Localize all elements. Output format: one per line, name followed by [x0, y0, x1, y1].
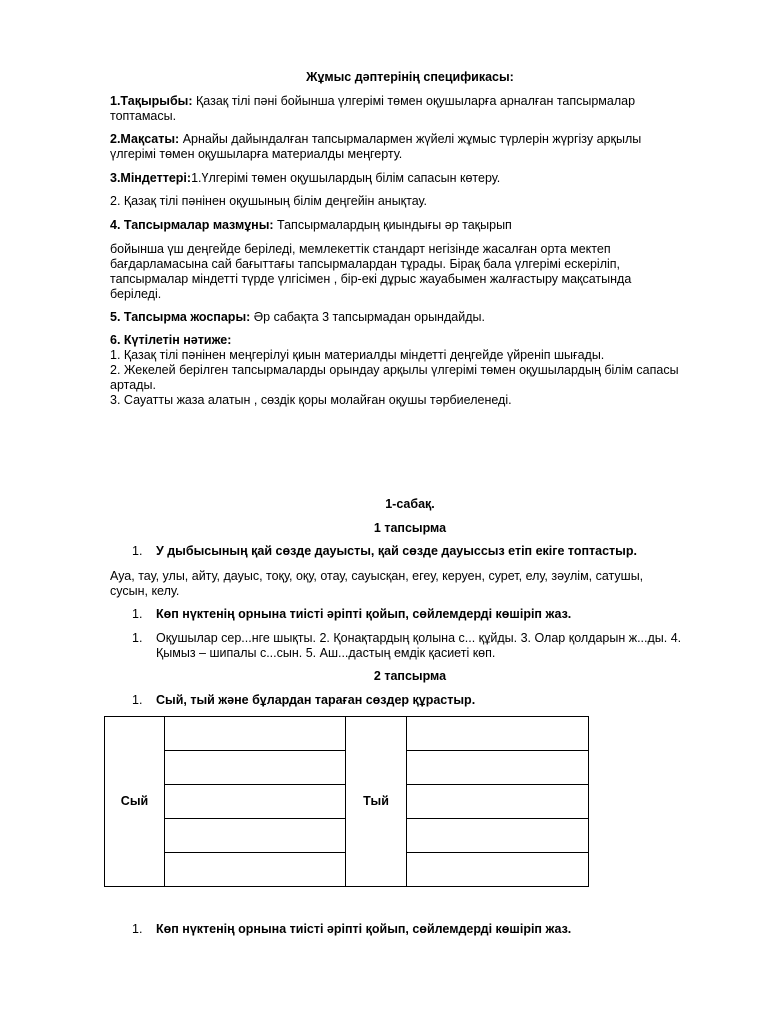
spec-title: Жұмыс дәптерінің спецификасы: [306, 70, 514, 84]
spec-tasks [110, 171, 680, 186]
spec-result-item: 2. Жекелей берілген тапсырмаларды орындау арқылы үлгерімі төмен оқушылардың білім сапасы артады. [110, 363, 679, 392]
spec-result-item: 3. Сауатты жаза алатын , сөздік қоры молайған оқушы тәрбиеленеді. [110, 393, 512, 407]
table-blank-cell[interactable] [407, 853, 589, 887]
task2-title: 2 тапсырма [373, 669, 447, 683]
spec-result-label: 6. Күтілетін нәтиже: [110, 333, 232, 347]
task1b-sentences-text: Оқушылар сер...нге шықты. 2. Қонақтардың қолына с... құйды. 3. Олар қолдарын ж...ды. 4. Қымыз – шипалы с...сын. 5. Аш...дастың емдік қасиеті көп. [156, 631, 682, 660]
table-blank-cell[interactable] [165, 717, 346, 751]
spec-tasks-2: 2. Қазақ тілі пәнінен оқушының білім деңгейін анықтау. [110, 194, 428, 208]
goal-text: Арнайы дайындалған тапсырмалармен жүйелі жұмыс түрлерін жүргізу арқылы үлгерімі төмен оқушыларға материалды меңгерту. [110, 132, 642, 161]
topic-text: Қазақ тілі пәні бойынша үлгерімі төмен оқушыларға арналған тапсырмалар топтамасы. [110, 94, 636, 123]
spec-result-item: 1. Қазақ тілі пәнінен меңгерілуі қиын материалды міндетті деңгейде үйреніп шығады. [110, 348, 605, 362]
table-blank-cell[interactable] [165, 819, 346, 853]
lesson-title: 1-сабақ. [385, 497, 435, 511]
tasks-label: 3.Міндеттері: [110, 171, 192, 185]
spec-plan [110, 310, 680, 325]
table-label-tyi: Тый [346, 717, 407, 887]
spec-goal [110, 132, 680, 162]
table-blank-cell[interactable] [407, 785, 589, 819]
content-label: 4. Тапсырмалар мазмұны: [110, 218, 274, 232]
spec-content [110, 218, 680, 233]
task3-instr-text: Көп нүктенің орнына тиісті әріпті қойып, сөйлемдерді көшіріп жаз. [156, 922, 572, 936]
plan-label: 5. Тапсырма жоспары: [110, 310, 251, 324]
list-number: 1. [132, 607, 143, 621]
list-number: 1. [132, 631, 143, 645]
table-blank-cell[interactable] [407, 819, 589, 853]
content-text: Тапсырмалардың қиындығы әр тақырып [273, 218, 512, 232]
task2-instr-text: Сый, тый және бұлардан тараған сөздер құрастыр. [156, 693, 476, 707]
list-number: 1. [132, 544, 143, 558]
plan-text: Әр сабақта 3 тапсырмадан орындайды. [250, 310, 485, 324]
table-blank-cell[interactable] [165, 853, 346, 887]
word-table [104, 716, 589, 887]
table-blank-cell[interactable] [407, 751, 589, 785]
topic-label: 1.Тақырыбы: [110, 94, 193, 108]
list-number: 1. [132, 922, 143, 936]
task1-words: Ауа, тау, улы, айту, дауыс, тоқу, оқу, отау, сауысқан, егеу, керуен, сурет, елу, зәулім, сатушы, сусын, келу. [110, 569, 644, 598]
table-blank-cell[interactable] [407, 717, 589, 751]
table-label-syi: Сый [105, 717, 165, 887]
task1b-instr-text: Көп нүктенің орнына тиісті әріпті қойып, сөйлемдерді көшіріп жаз. [156, 607, 572, 621]
table-blank-cell[interactable] [165, 751, 346, 785]
list-number: 1. [132, 693, 143, 707]
goal-label: 2.Мақсаты: [110, 132, 180, 146]
tasks-text: 1.Үлгерімі төмен оқушылардың білім сапасын көтеру. [191, 171, 501, 185]
task1-instr-text: У дыбысының қай сөзде дауысты, қай сөзде дауыссыз етіп екіге топтастыр. [156, 544, 637, 558]
spec-content-2: бойынша үш деңгейде беріледі, мемлекеттік стандарт негізінде жасалған орта мектеп бағдарламасына сай бағыттағы тапсырмалардан тұрады. Бірақ бала үлгерімі ескеріліп, тапсырмалар міндетті түрде үлгісімен , бір-екі дұрыс жауабымен жалғастыру мақсатында беріледі. [110, 242, 632, 301]
table-blank-cell[interactable] [165, 785, 346, 819]
task1-title: 1 тапсырма [373, 521, 447, 535]
spec-topic [110, 94, 680, 124]
